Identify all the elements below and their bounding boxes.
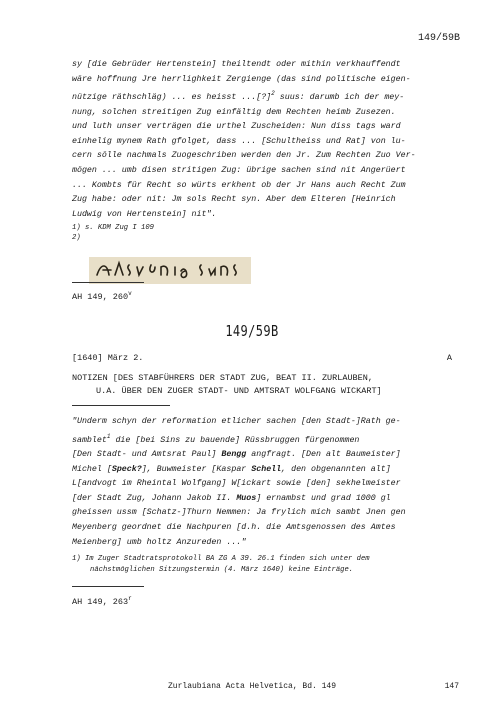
entry-letter: A	[446, 353, 452, 363]
footnote-2-1-cont: nächstmöglichen Sitzungstermin (4. März 1640) keine Einträge.	[90, 566, 354, 574]
quote1-line: sy [die Gebrüder Hertenstein] theiltendt oder mithin verkhauffendt	[72, 60, 401, 69]
quote1-line: Ludwig von Hertenstein] nit".	[72, 209, 217, 219]
divider	[72, 586, 144, 587]
page-ref: 149/59B	[417, 33, 460, 44]
quote2-line: [Den Stadt- und Amtsrat Paul] Bengg angfragt. [Den alt Baumeister]	[72, 449, 401, 459]
footer-journal: Zurlaubiana Acta Helvetica, Bd. 149	[167, 682, 337, 691]
quote2-line: gheissen ussm [Schatz-]Thurn Nemmen: Ja frylich mich sambt Jnen gen	[72, 508, 406, 518]
entry-heading-line2: U.A. ÜBER DEN ZUGER STADT- UND AMTSRAT WOLFGANG WICKART]	[96, 385, 382, 396]
quote2-line: Meienberg] umb holtz Anzureden ..."	[72, 537, 247, 547]
entry-heading	[72, 372, 382, 397]
divider	[72, 405, 170, 406]
footnote-1: 1) s. KDM Zug I 109	[72, 224, 154, 232]
quote1-line: Zug habe: oder nit: Jm sols Recht syn. Aber dem Elteren [Heinrich	[72, 195, 396, 205]
quote1-line: nützige räthschläg) ... es heisst ...[?]$^2$ suus: darumb ich der mey-	[72, 90, 405, 102]
archive-ref-1: AH 149, 260$^v$	[72, 290, 132, 302]
quote-paragraph-2	[72, 415, 458, 550]
quote-paragraph-1	[72, 58, 458, 222]
entry-date: [1640] März 2.	[72, 353, 144, 363]
quote2-line: L[andvogt im Rheintal Wolfgang] W[ickart sowie [den] sekhelmeister	[72, 479, 401, 489]
quote2-line: "Underm schyn der reformation etlicher sachen [den Stadt-]Rath ge-	[72, 417, 401, 426]
quote1-line: cern sölle nachmals Zuogeschriben werden den Jr. Zum Rechten Zuo Ver-	[72, 151, 416, 161]
quote2-line: samblet$^1$ die [bei Sins zu bauende] Rüssbruggen fürgenommen	[72, 432, 360, 445]
quote2-line: Michel [Speck?], Buwmeister [Kaspar Schell, den obgenannten alt]	[72, 464, 391, 474]
entry-title: 149/59B	[225, 322, 279, 340]
page-number: 147	[444, 682, 459, 691]
quote2-line: [der Stadt Zug, Johann Jakob II. Muos] ernambst und grad 1000 gl	[72, 493, 391, 503]
archive-ref-2: AH 149, 263$^r$	[72, 595, 132, 607]
quote1-line: einhelig mynem Rath gfolget, dass ... [Schultheiss und Rat] von lu-	[72, 136, 406, 146]
footnote-2-1: 1) Im Zuger Stadtratsprotokoll BA ZG A 39. 26.1 finden sich unter dem	[72, 555, 370, 563]
quote1-line: wäre hoffnung Jre herrlighkeit Zergienge (das sind politische eigen-	[72, 74, 411, 84]
entry-heading-line1: NOTIZEN [DES STABFÜHRERS DER STADT ZUG, BEAT II. ZURLAUBEN,	[72, 373, 373, 383]
quote1-line: und luth unser verträgen die urthel Zuscheiden: Nun diss tags ward	[72, 122, 401, 132]
quote2-line: Meyenberg geordnet die Nachpuren [d.h. die Amtsgenossen des Amtes	[72, 522, 396, 532]
quote1-line: mögen ... umb disen stritigen Zug: übrige sachen sind nit Angerüert	[72, 165, 406, 175]
footnote-2: 2)	[72, 234, 81, 242]
quote1-line: ... Kombts für Recht so würts erkhent ob der Jr Hans auch Recht Zum	[72, 180, 406, 190]
quote1-line: nung, solchen streitigen Zug einfältig dem Rechten heimb Zusezen.	[72, 107, 396, 117]
signature-svg	[89, 257, 251, 284]
divider	[72, 282, 144, 283]
signature-image	[89, 257, 251, 284]
